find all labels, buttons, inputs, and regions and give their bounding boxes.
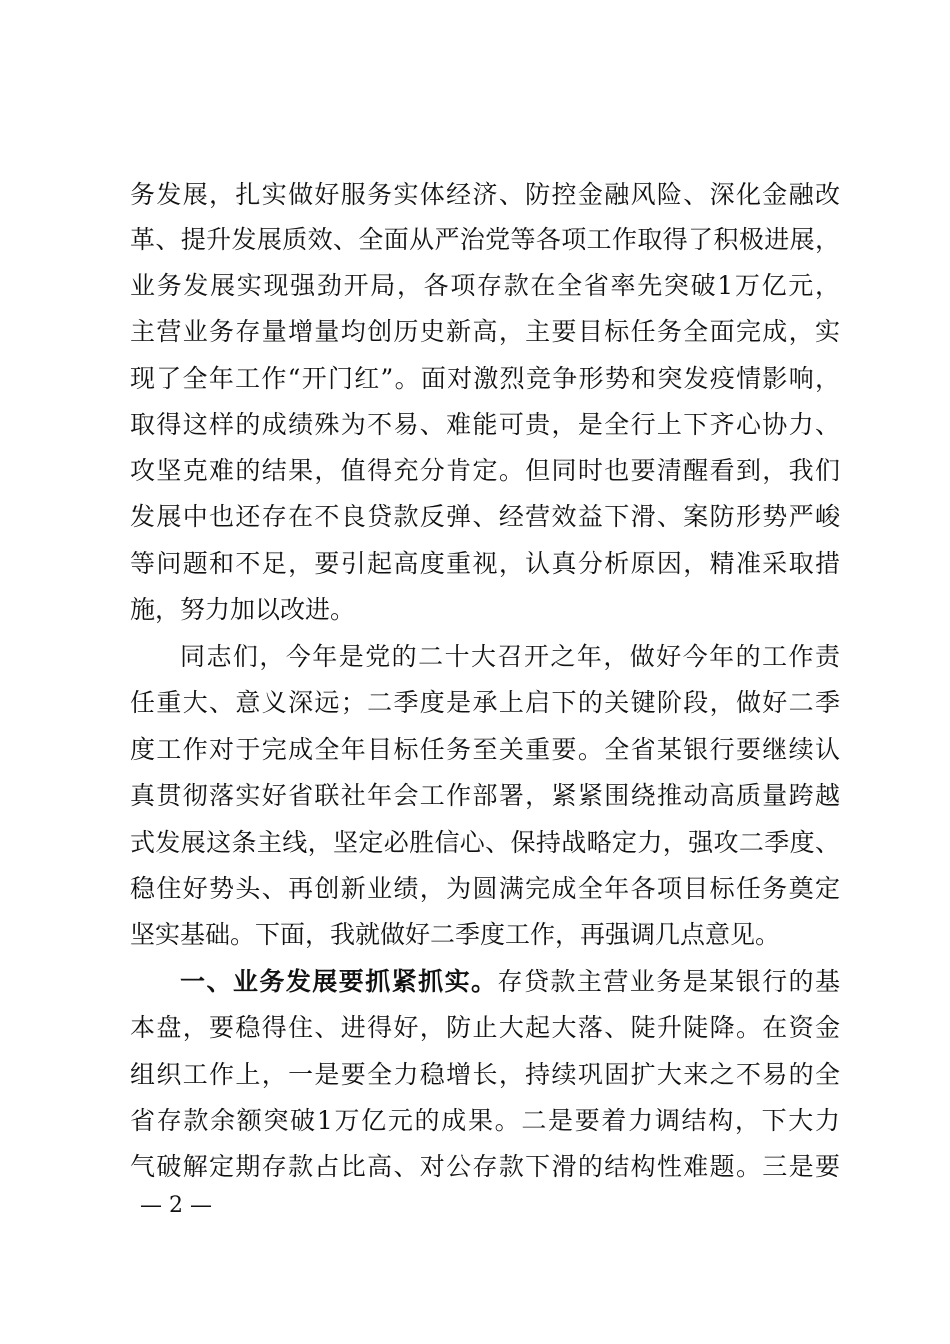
body-text-line: 攻坚克难的结果，值得充分肯定。但同时也要清醒看到，我们 (130, 456, 840, 485)
body-text-inline: 存贷款主营业务是某银行的基 (497, 967, 840, 996)
body-text-line: 真贯彻落实好省联社年会工作部署，紧紧围绕推动高质量跨越 (130, 781, 840, 810)
body-text-line: 革、提升发展质效、全面从严治党等各项工作取得了积极进展， (130, 225, 840, 254)
body-text-line: 式发展这条主线，坚定必胜信心、保持战略定力，强攻二季度、 (130, 828, 840, 857)
body-text-line: 省存款余额突破1万亿元的成果。二是要着力调结构，下大力 (130, 1106, 840, 1135)
body-text-line: 气破解定期存款占比高、对公存款下滑的结构性难题。三是要 (130, 1152, 840, 1181)
body-text-line: 发展中也还存在不良贷款反弹、经营效益下滑、案防形势严峻 (130, 502, 840, 531)
body-text-line: 坚实基础。下面，我就做好二季度工作，再强调几点意见。 (130, 920, 781, 949)
body-text-line: 现了全年工作“开门红”。面对激烈竞争形势和突发疫情影响， (130, 364, 840, 393)
body-text-line: 本盘，要稳得住、进得好，防止大起大落、陡升陡降。在资金 (130, 1013, 840, 1042)
body-text-line: 施，努力加以改进。 (130, 595, 356, 624)
body-text-line: 业务发展实现强劲开局，各项存款在全省率先突破1万亿元， (130, 271, 840, 300)
page-number: — 2 — (140, 1193, 212, 1218)
body-text-line: 务发展，扎实做好服务实体经济、防控金融风险、深化金融改 (130, 180, 840, 209)
body-text-line: 组织工作上，一是要全力稳增长，持续巩固扩大来之不易的全 (130, 1060, 840, 1089)
body-text-line: 取得这样的成绩殊为不易、难能可贵，是全行上下齐心协力、 (130, 410, 840, 439)
body-text-line: 任重大、意义深远；二季度是承上启下的关键阶段，做好二季 (130, 688, 840, 717)
body-text-line: 稳住好势头、再创新业绩，为圆满完成全年各项目标任务奠定 (130, 874, 840, 903)
body-text-line: 度工作对于完成全年目标任务至关重要。全省某银行要继续认 (130, 735, 840, 764)
body-text-line: 等问题和不足，要引起高度重视，认真分析原因，精准采取措 (130, 549, 840, 578)
section-heading: 一、业务发展要抓紧抓实。 (180, 967, 498, 996)
body-text-line: 主营业务存量增量均创历史新高，主要目标任务全面完成，实 (130, 317, 840, 346)
section-heading-line (180, 967, 840, 997)
body-text-line: 同志们，今年是党的二十大召开之年，做好今年的工作责 (180, 642, 840, 671)
